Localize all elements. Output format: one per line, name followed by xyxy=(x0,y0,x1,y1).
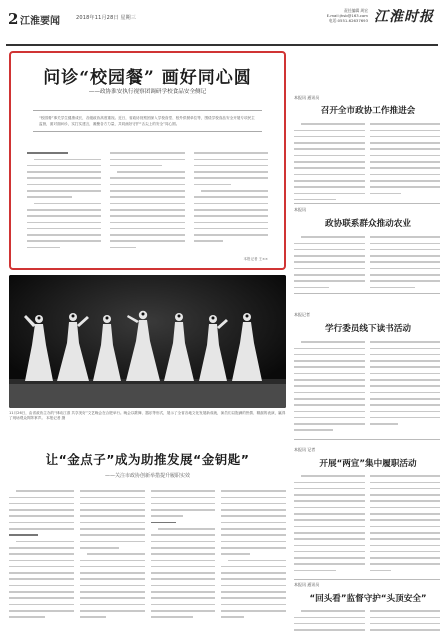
brief-headline-5[interactable]: “回头看”监督守护“头顶安全” xyxy=(309,594,427,604)
lead-body-text xyxy=(27,150,268,262)
newspaper-logo: 江淮时报 xyxy=(374,9,434,25)
second-column xyxy=(221,488,286,632)
brief-kicker: 本报讯 通讯员 xyxy=(294,95,320,100)
brief-kicker: 本报讯 xyxy=(294,207,306,212)
second-body-text xyxy=(9,488,286,632)
brief-kicker: 本报讯 记者 xyxy=(294,447,316,452)
lead-column xyxy=(194,150,268,262)
brief-divider xyxy=(294,579,440,580)
brief-text-3 xyxy=(294,339,440,433)
lead-column xyxy=(27,150,101,262)
lead-byline: 本报记者 王×× xyxy=(243,257,268,261)
brief-divider xyxy=(294,203,440,204)
dancers-image xyxy=(9,275,286,408)
issue-date: 2018年11月28日 星期三 xyxy=(76,15,137,21)
lead-column xyxy=(110,150,184,262)
brief-text-5 xyxy=(294,608,440,633)
dance-performance-photo[interactable] xyxy=(9,275,286,408)
brief-headline-4[interactable]: 开展“两宣”集中履职活动 xyxy=(319,459,417,469)
section-name: 江淮要闻 xyxy=(20,16,60,27)
brief-text-2 xyxy=(294,234,440,291)
brief-divider xyxy=(294,293,440,294)
brief-text-4 xyxy=(294,473,440,574)
header-rule xyxy=(6,44,438,46)
editor-line: 责任编辑 周宏 xyxy=(344,8,368,13)
brief-kicker: 本报讯 通讯员 xyxy=(294,582,320,587)
phone-line: 电话:0551-62637693 xyxy=(328,18,368,23)
brief-text-1 xyxy=(294,121,440,203)
lead-article[interactable] xyxy=(9,51,286,270)
second-subheadline: ——关注市政协创新举措提升履职实效 xyxy=(104,473,190,479)
second-headline[interactable]: 让“金点子”成为助推发展“金钥匙” xyxy=(45,452,250,467)
page-header xyxy=(6,4,438,48)
brief-headline-1[interactable]: 召开全市政协工作推进会 xyxy=(320,106,416,116)
second-column xyxy=(9,488,74,632)
brand-meta xyxy=(312,8,368,23)
lead-summary: “校园餐”事关学生健康成长，各级政协高度重视。近日，省政协视察团深入学校食堂、校外供餐单位等，围绕学校食品安全开展专项民主监督，面对面问诊，实打实建言，凝聚各方力量，共同画好守护“舌尖上的安全”同心圆。 xyxy=(33,110,262,132)
second-column xyxy=(80,488,145,632)
brief-headline-3[interactable]: 学行委员线下读书活动 xyxy=(325,324,411,334)
second-column xyxy=(151,488,216,632)
lead-subheadline: ——政协淮安执行视察团调研学校食品安全侧记 xyxy=(88,89,207,95)
photo-caption: 11月26日，由省政协主办的“律动江淮 共享美好”文艺晚会在合肥举行。晚会以歌舞、器乐等形式，展示了全省各地文化发展新成就，演员们以饱满的热情、精湛的表演，赢得了现场观众阵阵掌声。 本报记者 摄 xyxy=(9,411,286,421)
lead-headline[interactable]: 问诊“校园餐” 画好同心圆 xyxy=(43,68,252,88)
page-number: 2 xyxy=(8,10,19,28)
email-line: E-mail:jhsb@163.com xyxy=(326,13,368,18)
brief-divider xyxy=(294,439,440,440)
right-news-column xyxy=(294,51,440,635)
brief-headline-2[interactable]: 政协联系群众推动农业 xyxy=(325,219,411,229)
brief-kicker: 本报记者 xyxy=(294,312,310,317)
